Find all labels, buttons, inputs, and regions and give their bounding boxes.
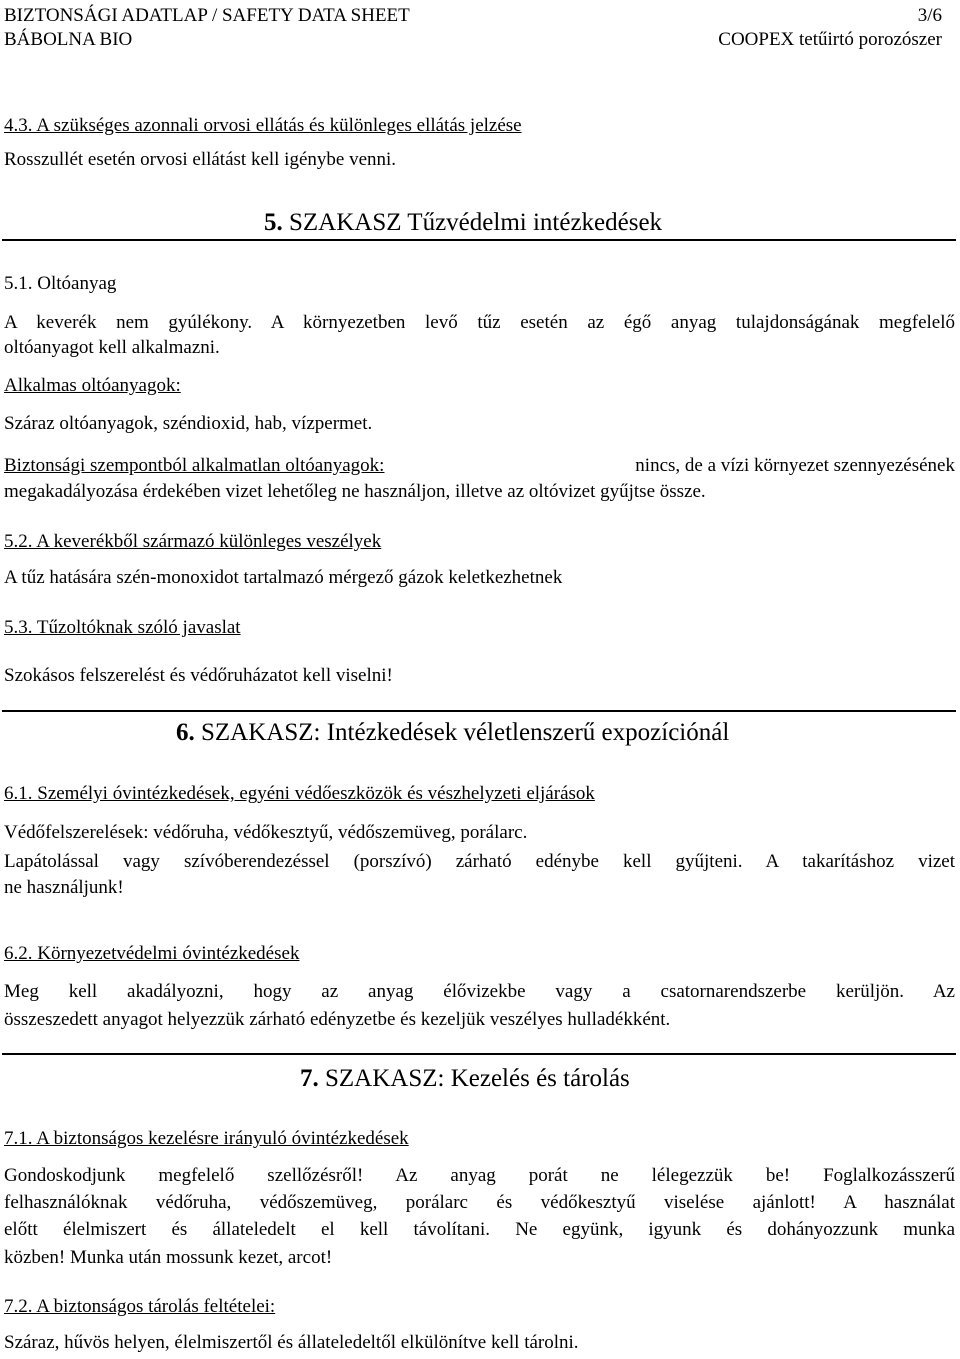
page-number: 3/6	[917, 5, 942, 26]
unsuitable-media-text: nincs, de a vízi környezet szennyezésének	[635, 455, 955, 476]
subsection-4-3-text: Rosszullét esetén orvosi ellátást kell igénybe venni.	[4, 149, 397, 170]
subsection-5-2-text: A tűz hatására szén-monoxidot tartalmazó mérgező gázok keletkezhetnek	[4, 567, 563, 588]
header-company: BÁBOLNA BIO	[4, 29, 133, 50]
paragraph-line: közben! Munka után mossunk kezet, arcot!	[4, 1247, 333, 1268]
paragraph-line: felhasználóknak védőruha, védőszemüveg, porálarc és védőkesztyű viselése ajánlott! A használat	[4, 1192, 955, 1213]
subsection-7-1-heading: 7.1. A biztonságos kezelésre irányuló óvintézkedések	[4, 1128, 409, 1149]
subsection-7-2-heading: 7.2. A biztonságos tárolás feltételei:	[4, 1296, 276, 1317]
paragraph-line: összeszedett anyagot helyezzük zárható edényzetbe és kezeljük veszélyes hulladékként.	[4, 1009, 671, 1030]
subsection-5-2-heading: 5.2. A keverékből származó különleges veszélyek	[4, 531, 382, 552]
subsection-6-1-heading: 6.1. Személyi óvintézkedések, egyéni védőeszközök és vészhelyzeti eljárások	[4, 783, 595, 804]
paragraph-line: oltóanyagot kell alkalmazni.	[4, 337, 220, 358]
paragraph-line: Meg kell akadályozni, hogy az anyag élővizekbe vagy a csatornarendszerbe kerüljön. Az	[4, 981, 955, 1002]
section-5-title	[264, 210, 662, 235]
suitable-media-text: Száraz oltóanyagok, széndioxid, hab, vízpermet.	[4, 413, 373, 434]
section-6-number: 6.	[176, 719, 195, 746]
unsuitable-media-label: Biztonsági szempontból alkalmatlan oltóanyagok:	[4, 455, 385, 476]
subsection-5-1-heading: 5.1. Oltóanyag	[4, 273, 117, 294]
paragraph-line: Gondoskodjunk megfelelő szellőzésről! Az anyag porát ne lélegezzük be! Foglalkozásszerű	[4, 1165, 955, 1186]
section-7-title	[300, 1066, 630, 1091]
section-5-number: 5.	[264, 209, 283, 236]
paragraph-line: Védőfelszerelések: védőruha, védőkesztyű, védőszemüveg, porálarc.	[4, 822, 528, 843]
unsuitable-media-line	[4, 456, 955, 475]
subsection-5-3-heading: 5.3. Tűzoltóknak szóló javaslat	[4, 617, 241, 638]
section-7-rule	[2, 1053, 956, 1055]
paragraph-line: előtt élelmiszert és állateledelt el kell távolítani. Ne együnk, igyunk és dohányozzunk munka	[4, 1219, 955, 1240]
header-product: COOPEX tetűirtó porozószer	[718, 29, 942, 50]
paragraph-line: A keverék nem gyúlékony. A környezetben levő tűz esetén az égő anyag tulajdonságának megfelelő	[4, 312, 955, 333]
section-7-number: 7.	[300, 1065, 319, 1092]
header-doc-title: BIZTONSÁGI ADATLAP / SAFETY DATA SHEET	[4, 5, 410, 26]
suitable-media-label: Alkalmas oltóanyagok:	[4, 375, 181, 396]
subsection-4-3-heading: 4.3. A szükséges azonnali orvosi ellátás és különleges ellátás jelzése	[4, 115, 522, 136]
section-7-title-text: SZAKASZ: Kezelés és tárolás	[325, 1065, 630, 1092]
subsection-5-3-text: Szokásos felszerelést és védőruházatot kell viselni!	[4, 665, 393, 686]
section-6-rule	[2, 710, 956, 712]
paragraph-line: Lapátolással vagy szívóberendezéssel (porszívó) zárható edénybe kell gyűjteni. A takarításhoz vizet	[4, 851, 955, 872]
section-6-title-text: SZAKASZ: Intézkedések véletlenszerű expozíciónál	[201, 719, 730, 746]
section-5-rule	[2, 239, 956, 241]
section-5-title-text: SZAKASZ Tűzvédelmi intézkedések	[289, 209, 663, 236]
subsection-7-2-text: Száraz, hűvös helyen, élelmiszertől és állateledeltől elkülönítve kell tárolni.	[4, 1332, 579, 1353]
paragraph-line: ne használjunk!	[4, 877, 124, 898]
subsection-6-2-heading: 6.2. Környezetvédelmi óvintézkedések	[4, 943, 300, 964]
section-6-title	[176, 720, 729, 745]
paragraph-line: megakadályozása érdekében vizet lehetőleg ne használjon, illetve az oltóvizet gyűjtse össze.	[4, 481, 706, 502]
